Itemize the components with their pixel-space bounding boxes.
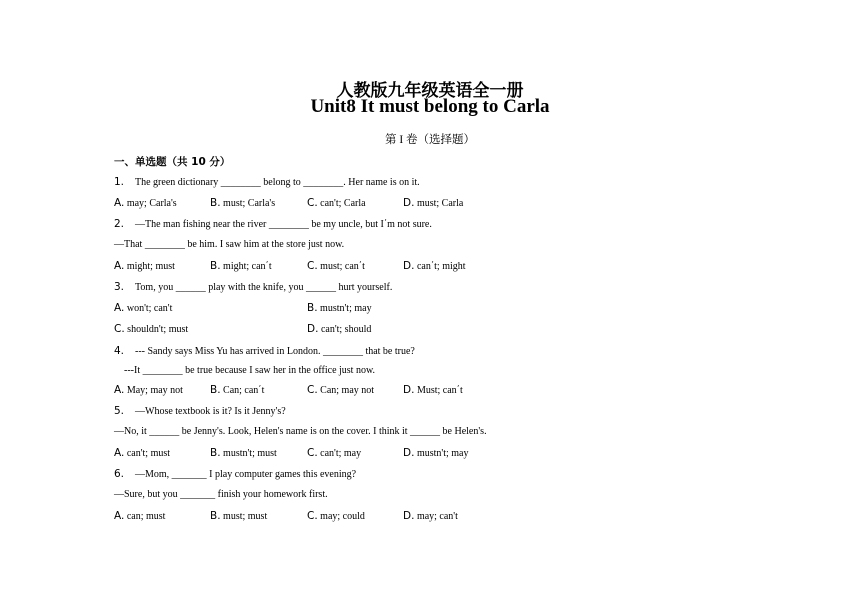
question-continuation: —Sure, but you _______ finish your homework first. <box>114 489 328 500</box>
option-a: A. might; must <box>114 260 175 272</box>
question-stem <box>114 281 392 293</box>
option-d: D. Must; can΄t <box>403 384 463 396</box>
option-c: C. can't; may <box>307 447 362 459</box>
question-number: 6. <box>114 468 125 480</box>
option-d: D. may; can't <box>403 510 458 522</box>
question-text: —The man fishing near the river ________ be my uncle, but I΄m not sure. <box>135 219 432 230</box>
question-stem <box>114 345 415 357</box>
option-d: D. must; Carla <box>403 197 464 209</box>
option-b: B. Can; can΄t <box>210 384 265 396</box>
question-text: --- Sandy says Miss Yu has arrived in London. ________ that be true? <box>135 346 415 357</box>
option-c: C. may; could <box>307 510 365 522</box>
option-b: B. must; Carla's <box>210 197 276 209</box>
option-c: C. can't; Carla <box>307 197 366 209</box>
question-number: 4. <box>114 345 125 357</box>
option-a: A. won't; can't <box>114 302 173 314</box>
option-d: D. can΄t; might <box>403 260 466 272</box>
question-number: 5. <box>114 405 125 417</box>
document-subtitle: Unit8 It must belong to Carla <box>310 96 550 117</box>
question-continuation: ---It ________ be true because I saw her in the office just now. <box>124 365 376 376</box>
question-number: 1. <box>114 176 125 188</box>
part-heading: 第 I 卷（选择题） <box>384 134 476 146</box>
option-d: D. mustn't; may <box>403 447 469 459</box>
question-continuation: —No, it ______ be Jenny's. Look, Helen's name is on the cover. I think it ______ be Helen's. <box>114 426 487 437</box>
question-continuation: —That ________ be him. I saw him at the store just now. <box>114 239 345 250</box>
question-number: 3. <box>114 281 125 293</box>
option-d: D. can't; should <box>307 323 372 335</box>
question-text: —Mom, _______ I play computer games this evening? <box>135 469 357 480</box>
option-b: B. mustn't; may <box>307 302 372 314</box>
question-stem <box>114 468 356 480</box>
question-text: The green dictionary ________ belong to ________. Her name is on it. <box>135 177 420 188</box>
option-a: A. may; Carla's <box>114 197 177 209</box>
question-stem <box>114 176 420 188</box>
question-stem <box>114 218 432 230</box>
option-a: A. May; may not <box>114 384 183 396</box>
question-text: —Whose textbook is it? Is it Jenny's? <box>135 406 286 417</box>
option-c: C. shouldn't; must <box>114 323 189 335</box>
question-stem <box>114 405 286 417</box>
question-text: Tom, you ______ play with the knife, you ______ hurt yourself. <box>135 282 393 293</box>
option-b: B. might; can΄t <box>210 260 272 272</box>
option-b: B. must; must <box>210 510 268 522</box>
option-b: B. mustn't; must <box>210 447 277 459</box>
option-a: A. can't; must <box>114 447 171 459</box>
section-heading: 一、单选题（共 10 分） <box>114 156 231 168</box>
document-title: 人教版九年级英语全一册 <box>336 81 524 101</box>
option-c: C. Can; may not <box>307 384 375 396</box>
question-number: 2. <box>114 218 125 230</box>
option-a: A. can; must <box>114 510 166 522</box>
option-c: C. must; can΄t <box>307 260 365 272</box>
